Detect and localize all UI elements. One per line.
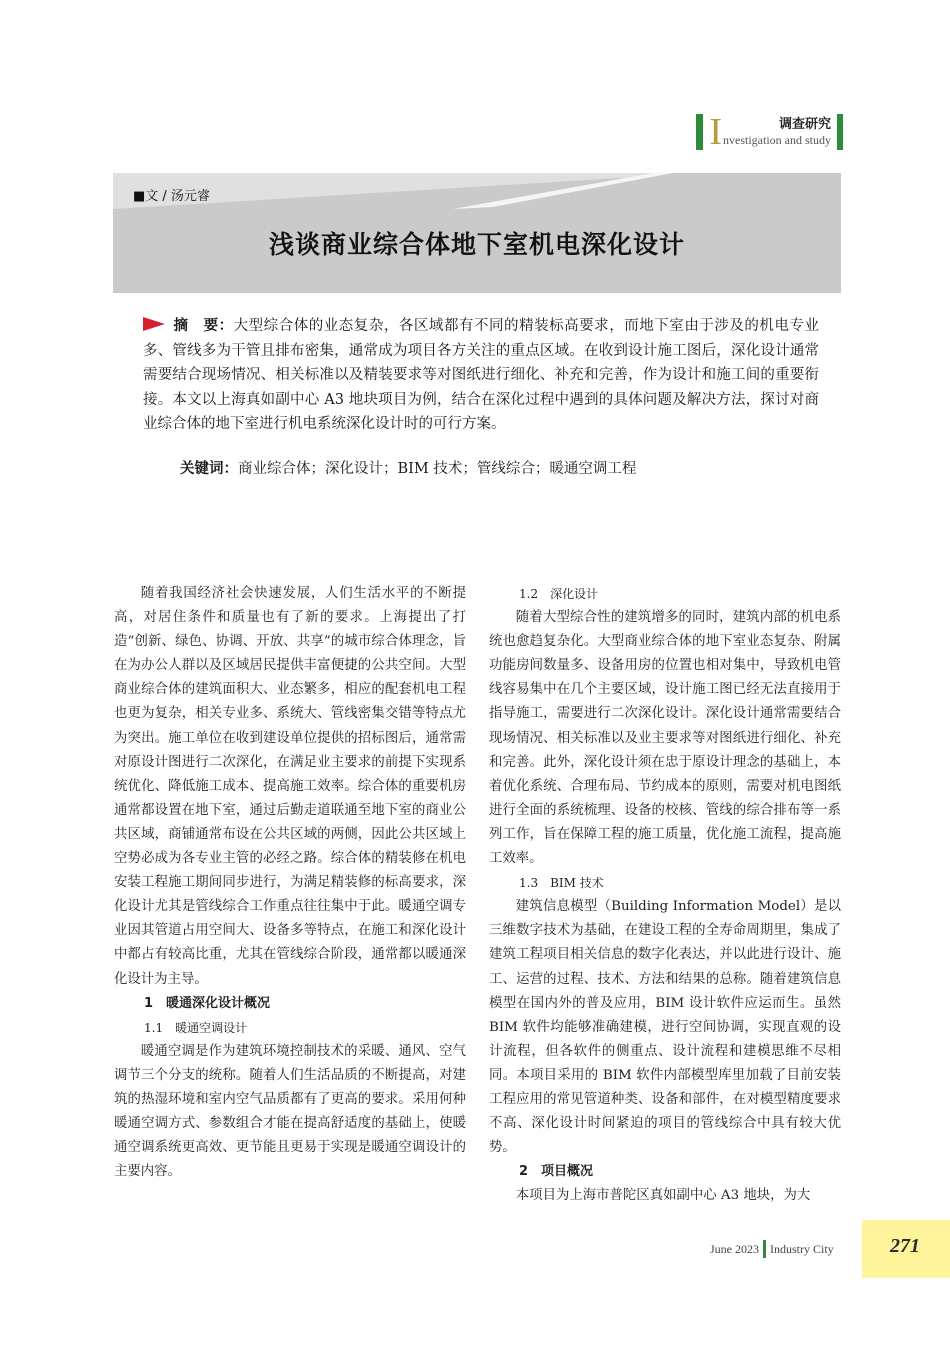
abstract-text: 大型综合体的业态复杂，各区域都有不同的精装标高要求，而地下室由于涉及的机电专业多、管线多为干管且排布密集，通常成为项目各方关注的重点区域。在收到设计施工图后，深化设计通常需要结合现场情况、相关标准以及精装要求等对图纸进行细化、补充和完善，作为设计和施工间的重要衔接。本文以上海真如副中心 A3 地块项目为例，结合在深化过程中遇到的具体问题及解决方法，探讨对商业综合体的地下室进行机电系统深化设计时的可行方案。 — [143, 318, 820, 432]
article-title: 浅谈商业综合体地下室机电深化设计 — [268, 230, 685, 259]
abstract-label: 摘 要： — [173, 318, 234, 334]
triangle-bullet-icon — [143, 317, 165, 331]
header-section-en: nvestigation and study — [723, 133, 831, 147]
page-number-box — [862, 1220, 950, 1278]
abstract — [143, 314, 819, 437]
author-line: ■文 / 汤元睿 — [133, 189, 210, 204]
subsection-heading: 1.1 暖通空调设计 — [144, 1020, 248, 1035]
footer-separator — [763, 1240, 766, 1258]
paragraph: 暖通空调是作为建筑环境控制技术的采暖、通风、空气调节三个分支的统称。随着人们生活品质的不断提高，对建筑的热湿环境和室内空气品质都有了更高的要求。采用何种暖通空调方式、参数组合才能在提高舒适度的基础上，使暖通空调系统更高效、更节能且更易于实现是暖通空调设计的主要内容。 — [114, 1043, 466, 1180]
subsection-heading: 1.2 深化设计 — [519, 587, 599, 601]
section-heading: 2 项目概况 — [519, 1164, 594, 1180]
keywords-label: 关键词： — [180, 461, 238, 477]
subsection-heading: 1.3 BIM 技术 — [519, 876, 604, 891]
journal-name: Industry City — [770, 1241, 834, 1256]
header-section-zh: 调查研究 — [778, 117, 831, 132]
title-banner — [113, 173, 841, 293]
paragraph: 随着大型综合性的建筑增多的同时，建筑内部的机电系统也愈趋复杂化。大型商业综合体的地下室业态复杂、附属功能房间数量多、设备用房的位置也相对集中，导致机电管线容易集中在几个主要区域，设计施工图已经无法直接用于指导施工，需要进行二次深化设计。深化设计通常需要结合现场情况、相关标准以及业主要求等对图纸进行细化、补充和完善。此外，深化设计须在忠于原设计理念的基础上，本着优化系统、合理布局、节约成本的原则，需要对机电图纸进行全面的系统梳理、设备的校核、管线的综合排布等一系列工作，旨在保障工程的施工质量，优化施工流程，提高施工效率。 — [489, 610, 841, 867]
keywords — [180, 457, 636, 481]
paragraph: 建筑信息模型（Building Information Model）是以三维数字技术为基础，在建设工程的全寿命周期里，集成了建筑工程项目相关信息的数字化表达，并以此进行设计、施工、运营的过程、技术、方法和结果的总称。随着建筑信息模型在国内外的普及应用，BIM 设计软件应运而生。虽然 BIM 软件均能够准确建模，进行空间协调，实现直观的设计流程，但各软件的侧重点、设计流程和建模思维不尽相同。本项目采用的 BIM 软件内部模型库里加载了目前安装工程应用的常见管道种类、设备和部件，在对模型精度要求不高、深化设计时间紧迫的项目的管线综合中具有较大优势。 — [489, 899, 841, 1156]
body-column-right — [489, 582, 841, 1208]
header-initial: I — [709, 111, 722, 153]
body-column-left — [114, 582, 466, 1184]
header-accent-bar-right — [837, 114, 843, 150]
paragraph: 随着我国经济社会快速发展，人们生活水平的不断提高，对居住条件和质量也有了新的要求。上海提出了打造“创新、绿色、协调、开放、共享”的城市综合体理念，旨在为办公人群以及区域居民提供丰富便捷的公共空间。大型商业综合体的建筑面积大、业态繁多，相应的配套机电工程也更为复杂，相关专业多、系统大、管线密集交错等特点尤为突出。施工单位在收到建设单位提供的招标图后，通常需对原设计图进行二次深化，在满足业主要求的前提下实现系统优化、降低施工成本、提高施工效率。综合体的重要机房通常都设置在地下室，通过后勤走道联通至地下室的商业公共区域，商铺通常布设在公共区域的两侧，因此公共区域上空势必成为各专业主管的必经之路。综合体的精装修在机电安装工程施工期间同步进行，为满足精装修的标高要求，深化设计尤其是管线综合工作重点往往集中于此。暖通空调专业因其管道占用空间大、设备多等特点，在施工和深化设计中都占有较高比重，尤其在管线综合阶段，通常都以暖通深化设计为主导。 — [114, 586, 466, 987]
footer — [710, 1240, 834, 1258]
column-header — [696, 111, 843, 153]
section-heading: 1 暖通深化设计概况 — [144, 995, 271, 1011]
header-accent-bar-left — [696, 114, 703, 150]
keywords-text: 商业综合体；深化设计；BIM 技术；管线综合；暖通空调工程 — [238, 461, 637, 477]
paragraph: 本项目为上海市普陀区真如副中心 A3 地块，为大 — [515, 1188, 811, 1204]
issue-date: June 2023 — [710, 1241, 759, 1256]
page-number: 271 — [890, 1235, 920, 1257]
